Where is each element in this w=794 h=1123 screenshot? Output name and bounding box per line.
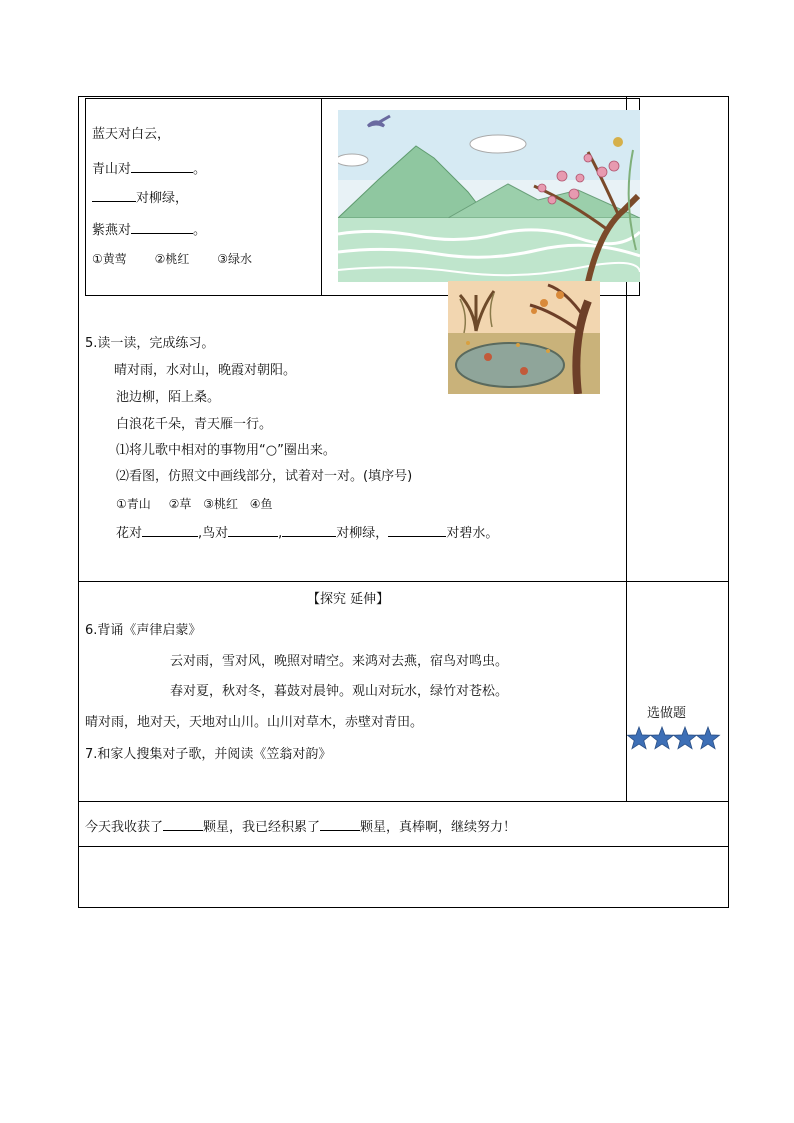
stars-earned-blank[interactable] <box>163 817 203 831</box>
summary-text: 今天我收获了 <box>85 820 164 835</box>
couplet-line-3 <box>92 188 188 207</box>
couplet-line-2-text: 青山对 <box>92 162 132 177</box>
option-1: ①黄莺 <box>92 252 127 266</box>
q6-title: 6.背诵《声律启蒙》 <box>85 623 202 638</box>
difficulty-stars <box>627 726 723 752</box>
q5-sub-question-2: ⑵看图，仿照文中画线部分，试着对一对。(填序号) <box>116 469 413 484</box>
summary-text: 颗星，我已经积累了 <box>203 820 321 835</box>
answer-blank[interactable] <box>131 159 193 173</box>
star-icon <box>697 727 720 749</box>
q5-option-4: ④鱼 <box>249 497 273 511</box>
star-icon <box>651 727 674 749</box>
period: 。 <box>193 162 207 177</box>
q5-option-1: ①青山 <box>116 497 151 511</box>
q5-title: 5.读一读，完成练习。 <box>85 336 215 351</box>
q5-poem-line-2: 池边柳，陌上桑。 <box>116 390 221 405</box>
fill-text: 花对 <box>116 526 143 541</box>
q5-poem-line-1: 晴对雨，水对山，晚霞对朝阳。 <box>114 363 297 378</box>
option-2: ②桃红 <box>154 252 190 266</box>
summary-line <box>85 817 516 836</box>
landscape-illustration <box>338 110 640 282</box>
q5-poem-line-3: 白浪花千朵，青天雁一行。 <box>116 417 273 432</box>
q6-line-3: 晴对雨，地对天，天地对山川。山川对草木，赤壁对青田。 <box>85 715 424 730</box>
star-icon <box>674 727 697 749</box>
answer-blank[interactable] <box>92 188 136 202</box>
answer-blank[interactable] <box>131 220 193 234</box>
option-3: ③绿水 <box>217 252 252 266</box>
couplet-line-4-text: 紫燕对 <box>92 223 132 238</box>
couplet-line-2 <box>92 159 206 178</box>
q5-option-2: ②草 <box>168 497 192 511</box>
fill-text: ,鸟对 <box>198 526 229 541</box>
pond-illustration <box>448 281 600 394</box>
fill-text: , <box>278 526 283 541</box>
answer-blank[interactable] <box>282 523 336 537</box>
answer-blank[interactable] <box>142 523 198 537</box>
section-header: 【探究 延伸】 <box>307 592 390 607</box>
q7: 7.和家人搜集对子歌，并阅读《笠翁对韵》 <box>85 747 332 762</box>
q6-line-2: 春对夏，秋对冬，暮鼓对晨钟。观山对玩水，绿竹对苍松。 <box>170 684 509 699</box>
stars-total-blank[interactable] <box>320 817 360 831</box>
fill-text: 对碧水。 <box>446 526 499 541</box>
summary-text: 颗星，真棒啊，继续努力！ <box>360 820 517 835</box>
couplet-line-1: 蓝天对白云， <box>92 127 171 142</box>
fill-text: 对柳绿， <box>336 526 389 541</box>
answer-blank[interactable] <box>388 523 446 537</box>
couplet-line-4 <box>92 220 206 239</box>
q5-options <box>116 496 273 512</box>
q6-line-1: 云对雨，雪对风，晚照对晴空。来鸿对去燕，宿鸟对鸣虫。 <box>170 654 509 669</box>
couplet-line-3-text: 对柳绿， <box>136 191 189 206</box>
period: 。 <box>193 223 207 238</box>
star-icon <box>628 727 651 749</box>
q5-sub-question-1: ⑴将儿歌中相对的事物用“○”圈出来。 <box>116 443 336 458</box>
top-options <box>92 251 252 267</box>
optional-label: 选做题 <box>647 706 687 721</box>
answer-blank[interactable] <box>228 523 278 537</box>
q5-fill-line <box>116 523 498 542</box>
q5-option-3: ③桃红 <box>203 497 238 511</box>
